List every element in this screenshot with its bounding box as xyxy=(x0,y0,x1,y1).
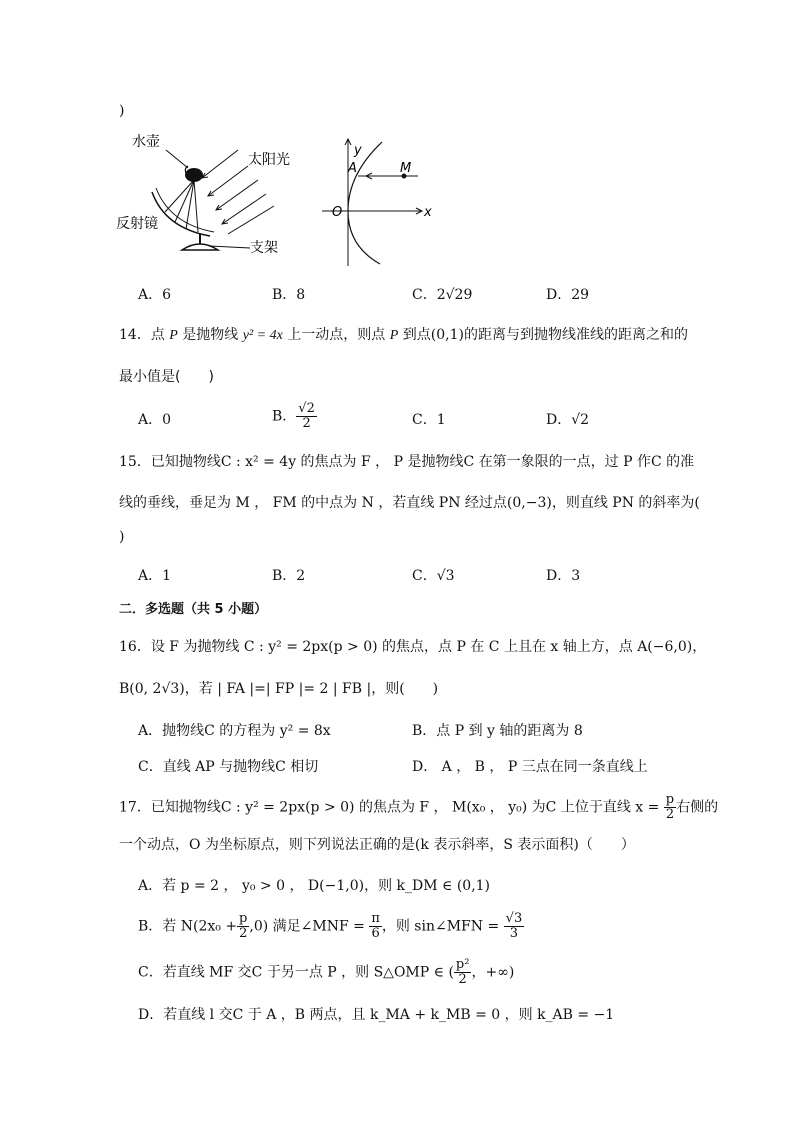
q17-option-b-frac2: $\frac{\pi}{6}$ xyxy=(371,911,380,941)
q14-option-b-fraction: $\frac{√2}{2}$ xyxy=(298,401,315,431)
q17-option-b-text-a: B．若 N(2x₀ + xyxy=(138,918,238,935)
q17-line2: 一个动点，O 为坐标原点，则下列说法正确的是(k 表示斜率，S 表示面积)（ ） xyxy=(119,837,635,853)
q17-option-c-frac: $\frac{\text{p²}}{2}$ xyxy=(455,957,470,987)
q14-option-a[interactable]: A．0 xyxy=(138,412,172,428)
q17-option-b-text-b: ,0) 满足∠MNF = xyxy=(249,918,365,935)
q17-option-b[interactable] xyxy=(138,912,524,941)
parabola-figure xyxy=(318,134,438,266)
q15-number: 15． xyxy=(119,454,151,470)
q16-text-1: 设 F 为抛物线 C : y² = 2px(p > 0) 的焦点，点 P 在 C 上且在 x 轴上方，点 A(−6,0)， xyxy=(150,639,707,655)
q17-option-c[interactable] xyxy=(138,958,514,987)
q14-line2: 最小值是( ) xyxy=(119,369,214,385)
q14-line1: 14．点 P 是抛物线 y² = 4x 上一动点，则点 P 到点(0,1)的距离与到抛物线准线的距离之和的 xyxy=(119,327,688,343)
q15-line2: 线的垂线，垂足为 M ， FM 的中点为 N ，若直线 PN 经过点(0,−3)，则直线 PN 的斜率为( xyxy=(119,495,700,511)
label-y-axis: y xyxy=(354,143,362,158)
label-sunlight: 太阳光 xyxy=(248,152,290,168)
q14-option-b-label: B． xyxy=(272,408,297,425)
q16-option-a[interactable]: A．抛物线C 的方程为 y² = 8x xyxy=(138,723,331,739)
q13-option-c[interactable]: C．2√29 xyxy=(412,287,473,303)
q17-fraction: $\frac{p}{2}$ xyxy=(665,792,675,822)
q17-number: 17． xyxy=(119,799,151,816)
label-point-a: A xyxy=(348,161,357,176)
q15-option-a[interactable]: A．1 xyxy=(138,568,172,584)
q17-option-b-text-c: ，则 sin∠MFN = xyxy=(381,918,500,935)
q15-option-c[interactable]: C．√3 xyxy=(412,568,455,584)
q13-option-a[interactable]: A．6 xyxy=(138,287,172,303)
q15-text-1: 已知抛物线C : x² = 4y 的焦点为 F ， P 是抛物线C 在第一象限的一点，过 P 作C 的准 xyxy=(150,454,695,470)
q13-option-b[interactable]: B．8 xyxy=(272,287,306,303)
q17-option-b-frac1: $\frac{p}{2}$ xyxy=(239,911,248,941)
q14-text-e: 的距离与到抛物线准线的距离之和的 xyxy=(463,327,688,343)
q16-option-c[interactable]: C．直线 AP 与抛物线C 相切 xyxy=(138,759,319,775)
label-x-axis: x xyxy=(424,205,432,220)
q14-option-b[interactable] xyxy=(272,402,317,431)
label-origin: O xyxy=(332,205,343,220)
section-heading: 二．多选题（共 5 小题） xyxy=(119,602,268,617)
q14-text-a: 点 xyxy=(150,327,165,343)
q15-option-d[interactable]: D．3 xyxy=(546,568,581,584)
q17-option-c-text-b: ，+∞) xyxy=(471,964,515,981)
q14-option-c[interactable]: C．1 xyxy=(412,412,446,428)
q14-text-b: 是抛物线 xyxy=(182,327,239,343)
q17-option-a[interactable]: A．若 p = 2 ， y₀ > 0 ， D(−1,0)，则 k_DM ∈ (0,1) xyxy=(138,878,491,894)
q14-number: 14． xyxy=(119,327,151,343)
q17-text-1b: 右侧的 xyxy=(676,799,719,816)
q16-number: 16． xyxy=(119,639,151,655)
q13-option-d[interactable]: D．29 xyxy=(546,287,590,303)
q17-line1 xyxy=(119,793,718,822)
q17-text-1a: 已知抛物线C : y² = 2px(p > 0) 的焦点为 F ， M(x₀ ， y₀) 为C 上位于直线 x = xyxy=(150,799,660,816)
q17-option-b-frac3: $\frac{√3}{3}$ xyxy=(505,911,523,941)
q14-text-c: 上一动点，则点 xyxy=(287,327,386,343)
q16-option-d[interactable]: D． A ， B ， P 三点在同一条直线上 xyxy=(412,759,648,775)
q14-option-d[interactable]: D．√2 xyxy=(546,412,590,428)
q16-line1 xyxy=(119,637,706,657)
q17-option-d[interactable]: D．若直线 l 交C 于 A ，B 两点，且 k_MA + k_MB = 0 ，则 k_AB = −1 xyxy=(138,1007,615,1023)
q14-point: (0,1) xyxy=(430,327,464,343)
q14-text-d: 到点 xyxy=(402,327,431,343)
label-mirror: 反射镜 xyxy=(116,216,158,232)
q15-line3: ) xyxy=(119,529,125,545)
q17-option-c-text-a: C．若直线 MF 交C 于另一点 P ，则 S△OMP ∈ ( xyxy=(138,964,454,981)
label-kettle: 水壶 xyxy=(132,134,160,150)
q15-option-b[interactable]: B．2 xyxy=(272,568,306,584)
label-point-m: M xyxy=(400,161,412,176)
label-stand: 支架 xyxy=(250,240,278,256)
q16-line2: B(0, 2√3)，若 | FA |=| FP |= 2 | FB |，则( ) xyxy=(119,681,439,697)
q14-equation: y² = 4x xyxy=(242,328,283,343)
q13-tail: ) xyxy=(119,103,125,119)
q16-option-b[interactable]: B．点 P 到 y 轴的距离为 8 xyxy=(412,723,583,739)
solar-cooker-figure xyxy=(110,128,310,260)
q15-line1 xyxy=(119,452,694,472)
